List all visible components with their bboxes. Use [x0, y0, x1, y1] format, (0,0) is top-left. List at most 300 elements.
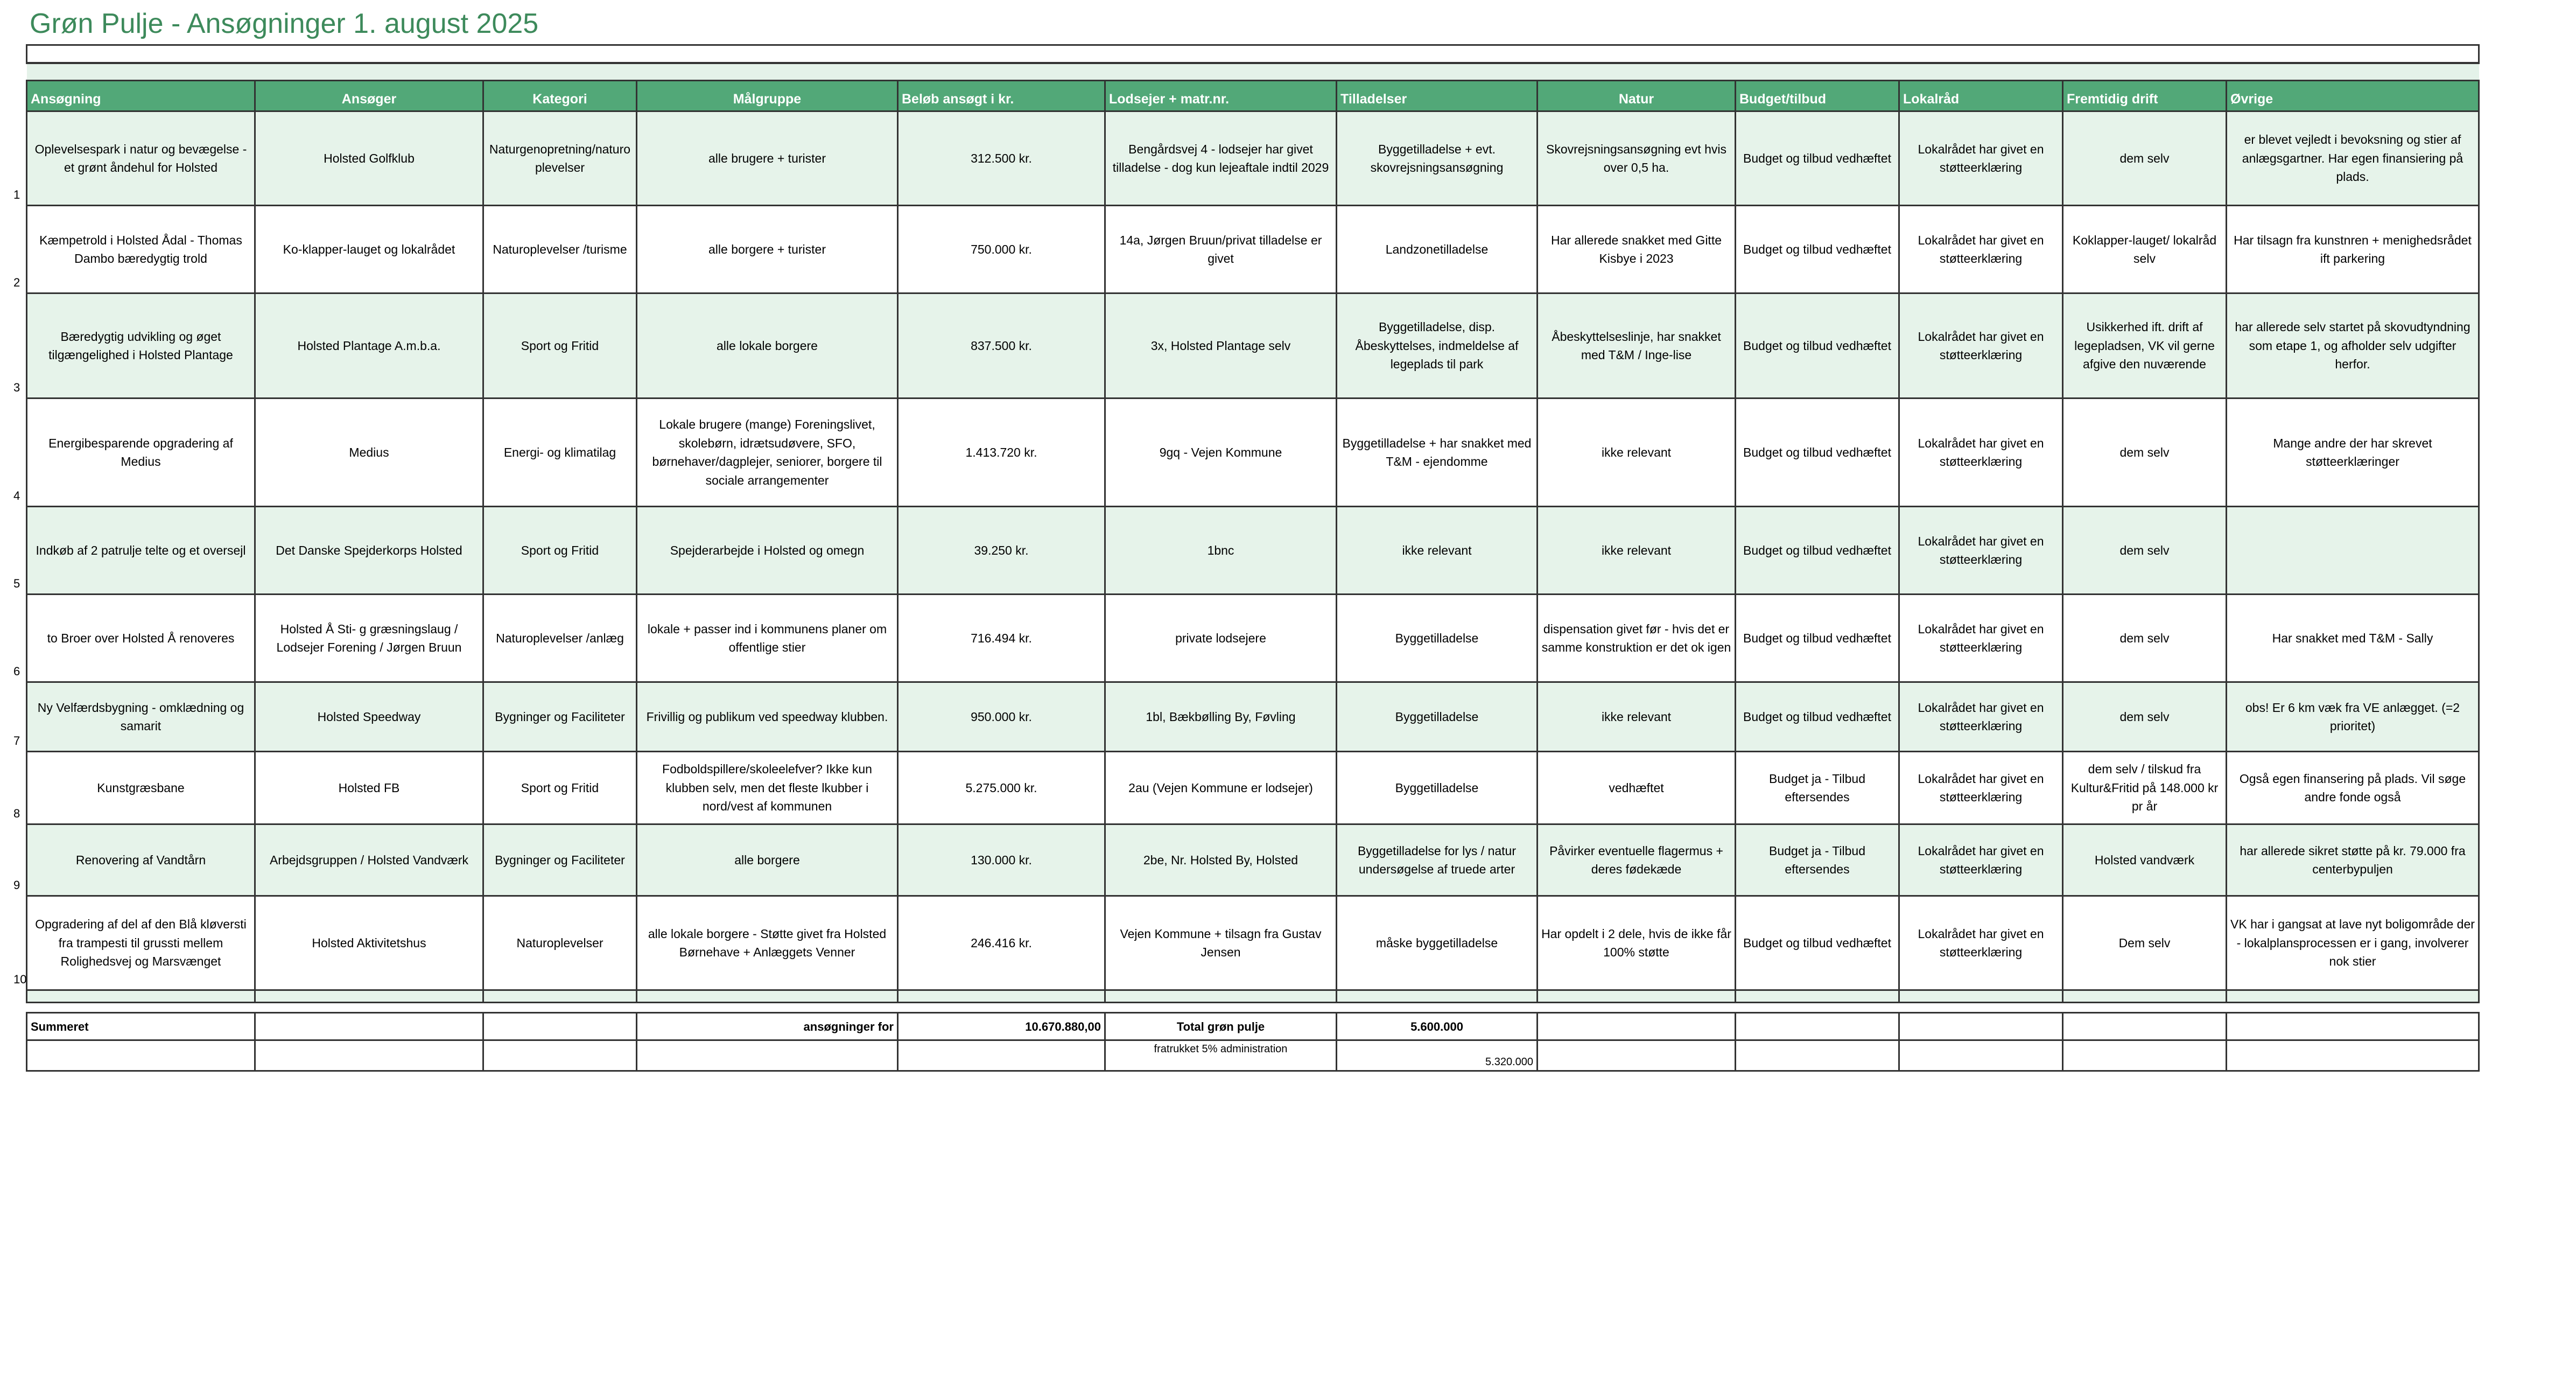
- table-cell[interactable]: [1105, 896, 1337, 990]
- table-cell[interactable]: [1337, 896, 1538, 990]
- table-cell[interactable]: [1899, 752, 2063, 824]
- table-cell[interactable]: [1105, 111, 1337, 206]
- cell-text: Har allerede snakket med Gitte Kisbye i 2023: [1550, 233, 1722, 265]
- cell-text: Bæredygtig udvikling og øget tilgængelighed i Holsted Plantage: [48, 329, 233, 362]
- table-cell[interactable]: [637, 752, 898, 824]
- cell-text: ikke relevant: [1402, 543, 1472, 557]
- table-cell[interactable]: [13, 111, 255, 206]
- cell-text: Holsted Plantage A.m.b.a.: [297, 338, 441, 353]
- table-cell[interactable]: [13, 595, 255, 682]
- cell-text: 2be, Nr. Holsted By, Holsted: [1143, 852, 1298, 867]
- cell-text: Dem selv: [2118, 935, 2171, 950]
- cell-text: Påvirker eventuelle flagermus + deres fødekæde: [1549, 843, 1723, 876]
- cell-text: Byggetilladelse: [1395, 709, 1479, 724]
- table-cell[interactable]: [1899, 682, 2063, 752]
- cell-text: Byggetilladelse + evt. skovrejsningsansøgning: [1370, 142, 1504, 174]
- cell-text: Koklapper-lauget/ lokalråd selv: [2072, 233, 2217, 265]
- table-cell[interactable]: [483, 595, 637, 682]
- applications-table: [13, 44, 2480, 1072]
- table-cell[interactable]: [2227, 206, 2479, 293]
- cell-text: Lokale brugere (mange) Foreningslivet, skolebørn, idrætsudøvere, SFO, børnehaver/dagplejer, seniorer, borgere til sociale arrangementer: [652, 417, 882, 487]
- table-cell[interactable]: [1337, 595, 1538, 682]
- cell-text: Holsted Golfklub: [324, 151, 415, 165]
- table-row: [27, 507, 2479, 595]
- summary-cell[interactable]: 5.600.000: [1337, 1013, 1538, 1040]
- cell-text: er blevet vejledt i bevoksning og stier af anlægsgartner. Har egen finansiering på plads.: [2242, 132, 2463, 184]
- cell-text: 2au (Vejen Kommune er lodsejer): [1128, 780, 1313, 795]
- cell-text: Indkøb af 2 patrulje telte og et oversejl: [36, 543, 246, 557]
- cell-text: Budget og tilbud vedhæftet: [1743, 445, 1891, 459]
- table-cell[interactable]: [483, 399, 637, 507]
- table-cell[interactable]: [13, 824, 255, 896]
- table-cell[interactable]: [2063, 896, 2227, 990]
- gap-row: [27, 1003, 2479, 1013]
- table-cell[interactable]: [13, 752, 255, 824]
- table-cell[interactable]: [483, 111, 637, 206]
- cell-text: Bengårdsvej 4 - lodsejer har givet tilladelse - dog kun lejeaftale indtil 2029: [1112, 142, 1329, 174]
- table-row: [27, 682, 2479, 752]
- summary-cell[interactable]: ansøgninger for: [637, 1013, 898, 1040]
- table-cell[interactable]: [13, 293, 255, 399]
- table-cell[interactable]: [1538, 399, 1736, 507]
- cell-text: dem selv: [2119, 151, 2170, 165]
- cell-text: 246.416 kr.: [971, 935, 1032, 950]
- table-cell[interactable]: [1538, 293, 1736, 399]
- table-cell[interactable]: [1538, 507, 1736, 595]
- cell-text: alle borgere: [734, 852, 800, 867]
- table-cell[interactable]: [1337, 752, 1538, 824]
- cell-text: Mange andre der har skrevet støtteerklæringer: [2273, 436, 2432, 469]
- table-cell[interactable]: [1899, 111, 2063, 206]
- table-cell[interactable]: [483, 206, 637, 293]
- cell-text: Naturoplevelser: [516, 935, 603, 950]
- cell-text: Lokalrådet har givet en støtteerklæring: [1918, 436, 2044, 469]
- summary-row: [27, 1013, 2479, 1040]
- cell-text: Også egen finansering på plads. Vil søge andre fonde også: [2239, 771, 2466, 804]
- table-cell[interactable]: [2227, 507, 2479, 595]
- empty-cell[interactable]: [255, 1013, 483, 1040]
- cell-text: Lokalrådet har givet en støtteerklæring: [1918, 843, 2044, 876]
- cell-text: VK har i gangsat at lave nyt boligområde der - lokalplansprocessen er i gang, involverer nok stier: [2230, 917, 2475, 969]
- cell-text: Lokalrådet har givet en støtteerklæring: [1918, 534, 2044, 567]
- table-cell[interactable]: [1105, 293, 1337, 399]
- cell-text: Lokalrådet har givet en støtteerklæring: [1918, 700, 2044, 733]
- table-cell[interactable]: [1899, 293, 2063, 399]
- cell-text: Har opdelt i 2 dele, hvis de ikke får 100% støtte: [1541, 926, 1731, 959]
- cell-text: Opgradering af del af den Blå kløversti fra trampesti til grussti mellem Rolighedsvej og Marsvænget: [35, 917, 247, 969]
- table-cell[interactable]: [1337, 399, 1538, 507]
- cell-text: Spejderarbejde i Holsted og omegn: [670, 543, 865, 557]
- table-cell[interactable]: [1105, 206, 1337, 293]
- empty-cell[interactable]: [1538, 1013, 1736, 1040]
- column-header[interactable]: Målgruppe: [637, 81, 898, 111]
- table-cell[interactable]: [1337, 824, 1538, 896]
- cell-text: Byggetilladelse: [1395, 780, 1479, 795]
- summary-cell[interactable]: 5.320.000: [1337, 1040, 1538, 1071]
- table-cell[interactable]: [13, 682, 255, 752]
- column-header[interactable]: Øvrige: [2227, 81, 2479, 111]
- empty-cell[interactable]: [1736, 1040, 1899, 1071]
- column-header[interactable]: Ansøgning: [27, 81, 255, 111]
- cell-text: Energi- og klimatilag: [503, 445, 616, 459]
- table-cell[interactable]: [2063, 111, 2227, 206]
- cell-text: 312.500 kr.: [971, 151, 1032, 165]
- table-cell[interactable]: [1538, 206, 1736, 293]
- table-cell[interactable]: [1538, 111, 1736, 206]
- table-cell[interactable]: [255, 824, 483, 896]
- cell-text: dem selv: [2119, 543, 2170, 557]
- table-cell[interactable]: [637, 896, 898, 990]
- cell-text: 1.413.720 kr.: [965, 445, 1037, 459]
- cell-text: 837.500 kr.: [971, 338, 1032, 353]
- row-number: 6: [13, 665, 20, 678]
- empty-cell[interactable]: [2227, 1040, 2479, 1071]
- cell-text: alle lokale borgere: [717, 338, 818, 353]
- cell-text: Holsted FB: [338, 780, 400, 795]
- table-row: [27, 206, 2479, 293]
- cell-text: Budget og tilbud vedhæftet: [1743, 543, 1891, 557]
- cell-text: har allerede selv startet på skovudtyndning som etape 1, og afholder selv udgifter herfor.: [2235, 320, 2470, 372]
- cell-text: Holsted Å Sti- g græsningslaug / Lodsejer Forening / Jørgen Bruun: [276, 621, 462, 654]
- cell-text: Oplevelsespark i natur og bevægelse - et grønt åndehul for Holsted: [34, 142, 247, 174]
- cell-text: Arbejdsgruppen / Holsted Vandværk: [269, 852, 469, 867]
- table-cell[interactable]: [1736, 682, 1899, 752]
- column-header[interactable]: Beløb ansøgt i kr.: [898, 81, 1105, 111]
- table-cell[interactable]: [255, 399, 483, 507]
- empty-cell[interactable]: [1899, 1013, 2063, 1040]
- table-cell[interactable]: [1899, 206, 2063, 293]
- table-cell[interactable]: [637, 507, 898, 595]
- table-cell[interactable]: [483, 752, 637, 824]
- table-cell[interactable]: [1105, 399, 1337, 507]
- table-cell[interactable]: [1105, 682, 1337, 752]
- cell-text: Skovrejsningsansøgning evt hvis over 0,5 ha.: [1546, 142, 1726, 174]
- cell-text: 3x, Holsted Plantage selv: [1150, 338, 1291, 353]
- table-cell[interactable]: [1105, 507, 1337, 595]
- column-header[interactable]: Natur: [1538, 81, 1736, 111]
- table-cell[interactable]: [637, 111, 898, 206]
- empty-cell[interactable]: [2063, 1013, 2227, 1040]
- cell-text: Medius: [349, 445, 389, 459]
- cell-text: Sport og Fritid: [521, 543, 599, 557]
- table-cell[interactable]: [1736, 399, 1899, 507]
- table-cell[interactable]: [255, 111, 483, 206]
- table-cell[interactable]: [13, 206, 255, 293]
- table-cell[interactable]: [2227, 293, 2479, 399]
- cell-text: Naturoplevelser /turisme: [493, 242, 627, 256]
- cell-text: 9gq - Vejen Kommune: [1159, 445, 1282, 459]
- summary-cell[interactable]: fratrukket 5% administration: [1105, 1040, 1337, 1071]
- cell-text: Usikkerhed ift. drift af legepladsen, VK vil gerne afgive den nuværende: [2074, 320, 2215, 372]
- top-strip: [27, 45, 2479, 64]
- cell-text: Holsted Speedway: [317, 709, 421, 724]
- table-cell[interactable]: [2063, 206, 2227, 293]
- cell-text: Energibesparende opgradering af Medius: [48, 436, 233, 469]
- table-cell[interactable]: [2063, 293, 2227, 399]
- table-cell[interactable]: [483, 507, 637, 595]
- table-row: [27, 752, 2479, 824]
- table-cell[interactable]: [1105, 824, 1337, 896]
- table-row: [27, 896, 2479, 990]
- table-cell[interactable]: [1538, 682, 1736, 752]
- cell-text: Naturoplevelser /anlæg: [496, 631, 624, 645]
- row-number: 2: [13, 276, 20, 289]
- table-cell[interactable]: [898, 507, 1105, 595]
- table-row: [27, 824, 2479, 896]
- table-cell[interactable]: [2063, 752, 2227, 824]
- table-cell[interactable]: [483, 824, 637, 896]
- cell-text: Lokalrådet har givet en støtteerklæring: [1918, 771, 2044, 804]
- empty-cell[interactable]: [898, 1040, 1105, 1071]
- table-cell[interactable]: [2227, 752, 2479, 824]
- cell-text: Lokalrådet har givet en støtteerklæring: [1918, 329, 2044, 362]
- cell-text: har allerede sikret støtte på kr. 79.000 fra centerbypuljen: [2240, 843, 2466, 876]
- table-cell[interactable]: [637, 682, 898, 752]
- table-cell[interactable]: [2063, 507, 2227, 595]
- admin-row: [27, 1040, 2479, 1071]
- table-cell[interactable]: [2063, 682, 2227, 752]
- cell-text: Budget ja - Tilbud eftersendes: [1768, 843, 1865, 876]
- table-cell[interactable]: [255, 682, 483, 752]
- cell-text: ikke relevant: [1601, 543, 1672, 557]
- table-cell[interactable]: [1337, 507, 1538, 595]
- cell-text: Frivillig og publikum ved speedway klubben.: [646, 709, 888, 724]
- cell-text: Kæmpetrold i Holsted Ådal - Thomas Dambo bæredygtig trold: [39, 233, 242, 265]
- cell-text: alle brugere + turister: [708, 151, 826, 165]
- table-cell[interactable]: [2063, 595, 2227, 682]
- table-cell[interactable]: [2227, 399, 2479, 507]
- table-cell[interactable]: [2063, 399, 2227, 507]
- table-cell[interactable]: [637, 206, 898, 293]
- row-number: 7: [13, 734, 20, 747]
- empty-cell[interactable]: [2227, 1013, 2479, 1040]
- table-cell[interactable]: [637, 824, 898, 896]
- table-cell[interactable]: [1736, 293, 1899, 399]
- table-cell[interactable]: [898, 293, 1105, 399]
- column-header[interactable]: Budget/tilbud: [1736, 81, 1899, 111]
- table-cell[interactable]: [2227, 682, 2479, 752]
- table-cell[interactable]: [637, 399, 898, 507]
- empty-cell[interactable]: [637, 1040, 898, 1071]
- cell-text: Budget ja - Tilbud eftersendes: [1768, 771, 1865, 804]
- table-cell[interactable]: [13, 399, 255, 507]
- summary-cell[interactable]: Total grøn pulje: [1105, 1013, 1337, 1040]
- empty-cell[interactable]: [255, 1040, 483, 1071]
- table-cell[interactable]: [1538, 752, 1736, 824]
- empty-cell[interactable]: [1899, 1040, 2063, 1071]
- table-cell[interactable]: [1899, 595, 2063, 682]
- cell-text: Budget og tilbud vedhæftet: [1743, 631, 1891, 645]
- column-header[interactable]: Lokalråd: [1899, 81, 2063, 111]
- empty-cell[interactable]: [27, 1040, 255, 1071]
- cell-text: Landzonetilladelse: [1385, 242, 1489, 256]
- empty-cell[interactable]: [1538, 1040, 1736, 1071]
- cell-text: 750.000 kr.: [971, 242, 1032, 256]
- table-cell[interactable]: [898, 399, 1105, 507]
- row-number: 8: [13, 807, 20, 820]
- table-row: [27, 111, 2479, 206]
- cell-text: Kunstgræsbane: [97, 780, 185, 795]
- cell-text: Byggetilladelse for lys / natur undersøgelse af truede arter: [1357, 843, 1517, 876]
- cell-text: Det Danske Spejderkorps Holsted: [276, 543, 462, 557]
- table-cell[interactable]: [1337, 293, 1538, 399]
- table-cell[interactable]: [1337, 206, 1538, 293]
- cell-text: lokale + passer ind i kommunens planer om offentlige stier: [647, 621, 887, 654]
- cell-text: private lodsejere: [1175, 631, 1266, 645]
- cell-text: Sport og Fritid: [521, 780, 599, 795]
- cell-text: Vejen Kommune + tilsagn fra Gustav Jensen: [1120, 926, 1322, 959]
- table-cell[interactable]: [898, 206, 1105, 293]
- cell-text: Ny Velfærdsbygning - omklædning og samarit: [37, 700, 244, 733]
- cell-text: alle lokale borgere - Støtte givet fra Holsted Børnehave + Anlæggets Venner: [648, 926, 887, 959]
- table-cell[interactable]: [255, 752, 483, 824]
- row-number: 9: [13, 878, 20, 892]
- table-cell[interactable]: [1736, 824, 1899, 896]
- table-row: [27, 399, 2479, 507]
- summary-cell[interactable]: Summeret: [27, 1013, 255, 1040]
- cell-text: dem selv / tilskud fra Kultur&Fritid på 148.000 kr pr år: [2070, 762, 2219, 814]
- cell-text: dispensation givet før - hvis det er samme konstruktion er det ok igen: [1541, 621, 1731, 654]
- column-header[interactable]: Fremtidig drift: [2063, 81, 2227, 111]
- table-cell[interactable]: [898, 752, 1105, 824]
- cell-text: Åbeskyttelseslinje, har snakket med T&M / Inge-lise: [1552, 329, 1721, 362]
- column-header[interactable]: Kategori: [483, 81, 637, 111]
- cell-text: 716.494 kr.: [971, 631, 1032, 645]
- cell-text: to Broer over Holsted Å renoveres: [47, 631, 235, 645]
- cell-text: dem selv: [2119, 631, 2170, 645]
- column-header[interactable]: Lodsejer + matr.nr.: [1105, 81, 1337, 111]
- table-cell[interactable]: [1899, 507, 2063, 595]
- empty-cell[interactable]: [483, 1013, 637, 1040]
- table-cell[interactable]: [483, 293, 637, 399]
- table-cell[interactable]: [1538, 595, 1736, 682]
- cell-text: 14a, Jørgen Bruun/privat tilladelse er givet: [1119, 233, 1322, 265]
- table-cell[interactable]: [898, 896, 1105, 990]
- table-cell[interactable]: [898, 111, 1105, 206]
- cell-text: 5.275.000 kr.: [965, 780, 1037, 795]
- table-cell[interactable]: [637, 293, 898, 399]
- cell-text: Lokalrådet har givet en støtteerklæring: [1918, 233, 2044, 265]
- cell-text: dem selv: [2119, 445, 2170, 459]
- table-cell[interactable]: [13, 896, 255, 990]
- cell-text: Holsted Aktivitetshus: [312, 935, 426, 950]
- table-cell[interactable]: [1899, 896, 2063, 990]
- header-row: [27, 81, 2479, 111]
- cell-text: Lokalrådet har givet en støtteerklæring: [1918, 142, 2044, 174]
- cell-text: Byggetilladelse + har snakket med T&M - ejendomme: [1342, 436, 1532, 469]
- table-cell[interactable]: [2227, 824, 2479, 896]
- table-cell[interactable]: [1736, 507, 1899, 595]
- cell-text: Renovering af Vandtårn: [75, 852, 206, 867]
- empty-cell[interactable]: [2063, 1040, 2227, 1071]
- table-cell[interactable]: [1899, 824, 2063, 896]
- table-row: [27, 293, 2479, 399]
- table-cell[interactable]: [2227, 111, 2479, 206]
- cell-text: Byggetilladelse, disp. Åbeskyttelses, indmeldelse af legeplads til park: [1355, 320, 1519, 372]
- table-cell[interactable]: [1538, 896, 1736, 990]
- cell-text: dem selv: [2119, 709, 2170, 724]
- cell-text: Fodboldspillere/skoleelefver? Ikke kun klubben selv, men det fleste lkubber i nord/vest af kommunen: [662, 762, 872, 814]
- row-number: 5: [13, 577, 20, 590]
- column-header[interactable]: Tilladelser: [1337, 81, 1538, 111]
- table-cell[interactable]: [483, 682, 637, 752]
- table-cell[interactable]: [255, 206, 483, 293]
- cell-text: Har snakket med T&M - Sally: [2272, 631, 2433, 645]
- table-row: [27, 595, 2479, 682]
- table-cell[interactable]: [255, 595, 483, 682]
- table-cell[interactable]: [1736, 111, 1899, 206]
- cell-text: Byggetilladelse: [1395, 631, 1479, 645]
- cell-text: 950.000 kr.: [971, 709, 1032, 724]
- table-cell[interactable]: [2227, 595, 2479, 682]
- table-cell[interactable]: [1538, 824, 1736, 896]
- table-cell[interactable]: [1105, 595, 1337, 682]
- table-cell[interactable]: [1736, 206, 1899, 293]
- cell-text: Har tilsagn fra kunstnren + menighedsrådet ift parkering: [2234, 233, 2472, 265]
- table-cell[interactable]: [1899, 399, 2063, 507]
- cell-text: ikke relevant: [1601, 709, 1672, 724]
- cell-text: obs! Er 6 km væk fra VE anlægget. (=2 prioritet): [2245, 700, 2460, 733]
- empty-cell[interactable]: [1736, 1013, 1899, 1040]
- summary-cell[interactable]: 10.670.880,00: [898, 1013, 1105, 1040]
- table-cell[interactable]: [1337, 682, 1538, 752]
- cell-text: vedhæftet: [1609, 780, 1664, 795]
- table-cell[interactable]: [1736, 752, 1899, 824]
- table-cell[interactable]: [13, 507, 255, 595]
- table-cell[interactable]: [1337, 111, 1538, 206]
- table-cell[interactable]: [1736, 896, 1899, 990]
- cell-text: Budget og tilbud vedhæftet: [1743, 338, 1891, 353]
- cell-text: Bygninger og Faciliteter: [495, 852, 625, 867]
- cell-text: 130.000 kr.: [971, 852, 1032, 867]
- cell-text: Lokalrådet har givet en støtteerklæring: [1918, 621, 2044, 654]
- cell-text: Budget og tilbud vedhæftet: [1743, 709, 1891, 724]
- table-cell[interactable]: [483, 896, 637, 990]
- cell-text: måske byggetilladelse: [1375, 935, 1498, 950]
- empty-cell[interactable]: [483, 1040, 637, 1071]
- cell-text: Ko-klapper-lauget og lokalrådet: [283, 242, 455, 256]
- table-cell[interactable]: [898, 682, 1105, 752]
- row-number: 3: [13, 381, 20, 394]
- cell-text: Lokalrådet har givet en støtteerklæring: [1918, 926, 2044, 959]
- column-header[interactable]: Ansøger: [255, 81, 483, 111]
- table-cell[interactable]: [255, 896, 483, 990]
- cell-text: Budget og tilbud vedhæftet: [1743, 935, 1891, 950]
- sheet-title: Grøn Pulje - Ansøgninger 1. august 2025: [30, 8, 539, 39]
- spacer-row: [27, 990, 2479, 1003]
- cell-text: 1bnc: [1207, 543, 1234, 557]
- cell-text: Sport og Fritid: [521, 338, 599, 353]
- band-row: [27, 63, 2479, 81]
- cell-text: Bygninger og Faciliteter: [495, 709, 625, 724]
- table-cell[interactable]: [898, 595, 1105, 682]
- cell-text: Budget og tilbud vedhæftet: [1743, 242, 1891, 256]
- cell-text: Naturgenopretning/naturoplevelser: [489, 142, 631, 174]
- table-cell[interactable]: [898, 824, 1105, 896]
- table-cell[interactable]: [2227, 896, 2479, 990]
- cell-text: 1bl, Bækbølling By, Føvling: [1146, 709, 1296, 724]
- cell-text: Holsted vandværk: [2094, 852, 2195, 867]
- table-cell[interactable]: [1105, 752, 1337, 824]
- table-cell[interactable]: [2063, 824, 2227, 896]
- cell-text: Budget og tilbud vedhæftet: [1743, 151, 1891, 165]
- row-number: 1: [13, 188, 20, 201]
- table-cell[interactable]: [255, 293, 483, 399]
- table-cell[interactable]: [637, 595, 898, 682]
- row-number: 10: [13, 973, 27, 986]
- table-cell[interactable]: [255, 507, 483, 595]
- table-cell[interactable]: [1736, 595, 1899, 682]
